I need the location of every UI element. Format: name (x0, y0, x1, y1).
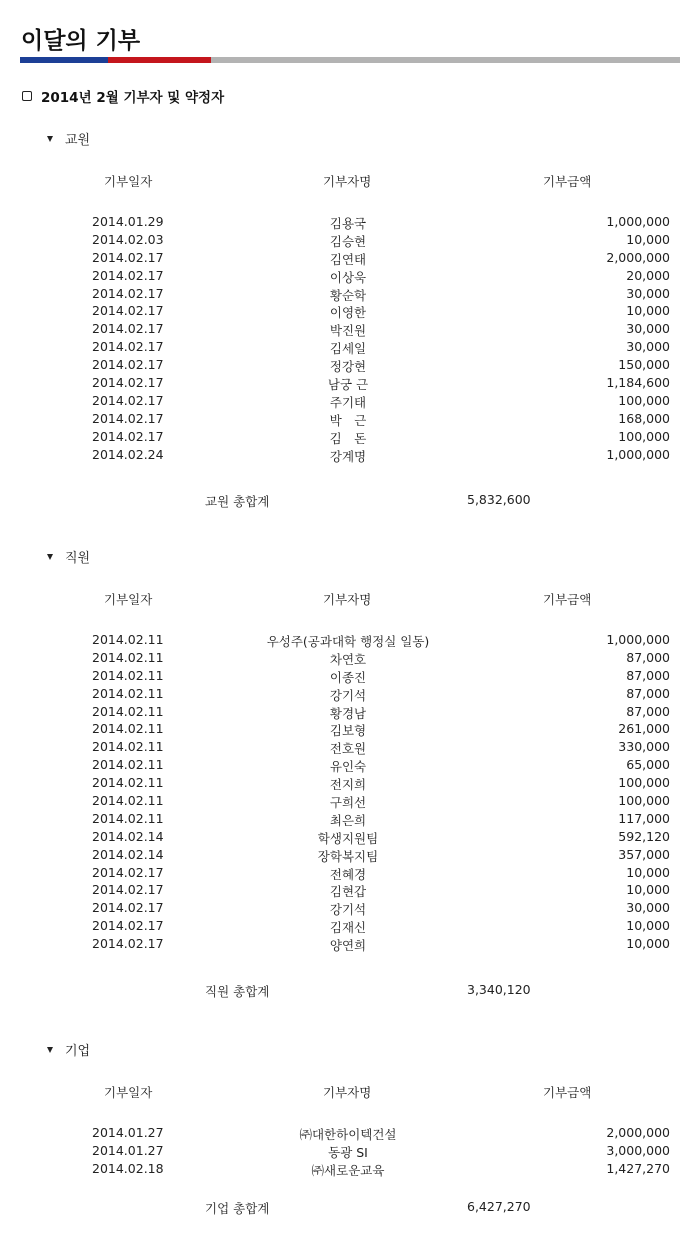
donation-amount: 1,184,600 (606, 375, 670, 391)
table-row (0, 375, 700, 393)
triangle-bullet-icon (47, 136, 53, 142)
donor-name: 김보형 (329, 723, 367, 739)
donor-name: 이상욱 (329, 269, 367, 285)
donation-date: 2014.02.17 (92, 864, 164, 880)
table-row (0, 303, 700, 321)
donor-name: 우성주(공과대학 행정실 일동) (266, 634, 430, 649)
table-row (0, 811, 700, 829)
donation-date: 2014.02.11 (92, 810, 164, 826)
donation-amount: 1,000,000 (606, 214, 670, 229)
table-row (0, 650, 700, 668)
table-row (0, 286, 700, 304)
donor-name: 황경남 (329, 705, 367, 721)
table-row (0, 393, 700, 411)
donation-amount: 10,000 (626, 936, 670, 952)
donor-name: ㈜대한하이텍건설 (299, 1127, 397, 1142)
donation-amount: 592,120 (618, 828, 670, 844)
donation-amount: 100,000 (618, 428, 670, 444)
column-header-name: 기부자명 (323, 1085, 372, 1100)
donation-amount: 10,000 (626, 918, 670, 934)
table-row (0, 936, 700, 954)
section-total-label: 기업 총합계 (205, 1201, 270, 1216)
donation-date: 2014.02.17 (92, 339, 164, 355)
donor-name: 김승현 (329, 233, 367, 249)
table-row (0, 447, 700, 465)
column-header-amount: 기부금액 (543, 174, 592, 189)
donation-amount: 10,000 (626, 864, 670, 880)
table-row (0, 357, 700, 375)
triangle-bullet-icon (47, 554, 53, 560)
donation-date: 2014.02.03 (92, 231, 164, 247)
donation-date: 2014.02.11 (92, 757, 164, 773)
section-heading (47, 547, 90, 566)
donation-amount: 20,000 (626, 267, 670, 283)
donor-list (0, 214, 700, 464)
donor-name: 황순학 (329, 287, 367, 303)
table-row (0, 847, 700, 865)
donor-name: 장학복지팀 (317, 848, 379, 864)
donor-name: 최은희 (329, 812, 367, 828)
donor-name: 남궁 근 (327, 377, 369, 393)
subheading-text: 2014년 2월 기부자 및 약정자 (41, 90, 225, 106)
title-bar-blue-segment (20, 57, 108, 63)
donation-amount: 100,000 (618, 775, 670, 791)
donor-name: 박 근 (329, 412, 367, 428)
donation-amount: 117,000 (618, 810, 670, 826)
donation-amount: 30,000 (626, 339, 670, 355)
donation-date: 2014.02.11 (92, 775, 164, 791)
page-title: 이달의 기부 (21, 28, 141, 54)
section-total-label: 교원 총합계 (205, 494, 270, 509)
table-row (0, 865, 700, 883)
donation-amount: 87,000 (626, 703, 670, 719)
column-header-date: 기부일자 (104, 592, 153, 607)
donation-date: 2014.01.29 (92, 214, 164, 229)
donation-amount: 87,000 (626, 685, 670, 701)
donor-name: 전호원 (329, 741, 367, 757)
donation-date: 2014.02.17 (92, 285, 164, 301)
column-header-name: 기부자명 (323, 174, 372, 189)
table-row (0, 900, 700, 918)
donor-name: 강기석 (329, 902, 367, 918)
donor-name: 구희선 (329, 795, 367, 811)
donation-date: 2014.02.17 (92, 321, 164, 337)
donation-date: 2014.02.14 (92, 828, 164, 844)
donor-name: 김재신 (329, 920, 367, 936)
donation-date: 2014.01.27 (92, 1142, 164, 1158)
donation-date: 2014.02.17 (92, 249, 164, 265)
donation-date: 2014.02.11 (92, 649, 164, 665)
subheading (22, 86, 224, 106)
donation-date: 2014.02.17 (92, 936, 164, 952)
triangle-bullet-icon (47, 1047, 53, 1053)
table-row (0, 214, 700, 232)
column-header-date: 기부일자 (104, 1085, 153, 1100)
donation-amount: 10,000 (626, 231, 670, 247)
table-row (0, 250, 700, 268)
section-heading (47, 129, 90, 148)
donation-date: 2014.02.17 (92, 267, 164, 283)
section-total-value: 6,427,270 (467, 1199, 531, 1214)
table-row (0, 686, 700, 704)
donor-name: 동광 SI (328, 1144, 368, 1160)
donor-name: 학생지원팀 (317, 830, 379, 846)
donation-amount: 30,000 (626, 321, 670, 337)
donation-amount: 1,000,000 (606, 446, 670, 462)
donation-date: 2014.02.11 (92, 721, 164, 737)
donor-name: 유인숙 (329, 759, 367, 775)
donor-name: 김세일 (329, 341, 367, 357)
title-underline-bar (20, 57, 680, 63)
donation-date: 2014.02.17 (92, 918, 164, 934)
donor-name: 이종진 (329, 669, 367, 685)
donor-name: 김연태 (329, 251, 367, 267)
donor-name: 양연희 (329, 938, 367, 954)
donation-amount: 150,000 (618, 357, 670, 373)
table-row (0, 1143, 700, 1161)
donor-name: 전지희 (329, 777, 367, 793)
donation-amount: 87,000 (626, 667, 670, 683)
donor-name: 전혜경 (329, 866, 367, 882)
donation-date: 2014.02.11 (92, 739, 164, 755)
table-row (0, 268, 700, 286)
donation-amount: 87,000 (626, 649, 670, 665)
donation-amount: 3,000,000 (606, 1142, 670, 1158)
table-row (0, 429, 700, 447)
donation-date: 2014.02.17 (92, 900, 164, 916)
donor-name: 주기태 (329, 394, 367, 410)
donor-name: ㈜새로운교육 (311, 1162, 385, 1178)
table-row (0, 1125, 700, 1143)
donation-amount: 100,000 (618, 392, 670, 408)
table-row (0, 721, 700, 739)
section-title: 기업 (65, 1044, 91, 1059)
donation-amount: 2,000,000 (606, 1125, 670, 1140)
section-heading (47, 1040, 90, 1059)
table-row (0, 411, 700, 429)
donation-date: 2014.02.17 (92, 410, 164, 426)
section-title: 직원 (65, 551, 91, 566)
donation-date: 2014.02.11 (92, 685, 164, 701)
square-bullet-icon (22, 91, 32, 101)
donation-amount: 10,000 (626, 303, 670, 319)
donation-date: 2014.02.14 (92, 846, 164, 862)
donation-date: 2014.02.17 (92, 303, 164, 319)
column-header-amount: 기부금액 (543, 1085, 592, 1100)
donation-amount: 100,000 (618, 793, 670, 809)
donation-amount: 261,000 (618, 721, 670, 737)
donor-list (0, 632, 700, 954)
donation-date: 2014.02.11 (92, 793, 164, 809)
section-total-value: 3,340,120 (467, 982, 531, 997)
donor-name: 김 돈 (329, 430, 367, 446)
table-row (0, 918, 700, 936)
donor-name: 이영한 (329, 305, 367, 321)
donation-amount: 330,000 (618, 739, 670, 755)
donation-date: 2014.02.11 (92, 632, 164, 647)
table-row (0, 704, 700, 722)
donation-amount: 10,000 (626, 882, 670, 898)
donation-amount: 65,000 (626, 757, 670, 773)
table-row (0, 739, 700, 757)
table-row (0, 829, 700, 847)
donor-name: 강기석 (329, 687, 367, 703)
donation-date: 2014.02.17 (92, 375, 164, 391)
column-header-date: 기부일자 (104, 174, 153, 189)
title-bar-red-segment (108, 57, 211, 63)
table-row (0, 632, 700, 650)
donation-amount: 2,000,000 (606, 249, 670, 265)
donor-list (0, 1125, 700, 1179)
donation-amount: 30,000 (626, 285, 670, 301)
donation-date: 2014.01.27 (92, 1125, 164, 1140)
donation-amount: 1,427,270 (606, 1160, 670, 1176)
donation-date: 2014.02.11 (92, 667, 164, 683)
table-row (0, 793, 700, 811)
table-row (0, 757, 700, 775)
donation-amount: 1,000,000 (606, 632, 670, 647)
donation-amount: 357,000 (618, 846, 670, 862)
section-total-value: 5,832,600 (467, 492, 531, 507)
donation-date: 2014.02.17 (92, 428, 164, 444)
donation-date: 2014.02.18 (92, 1160, 164, 1176)
donation-date: 2014.02.17 (92, 357, 164, 373)
table-row (0, 339, 700, 357)
section-title: 교원 (65, 133, 91, 148)
donor-name: 강계명 (329, 448, 367, 464)
donation-date: 2014.02.11 (92, 703, 164, 719)
column-header-amount: 기부금액 (543, 592, 592, 607)
column-header-name: 기부자명 (323, 592, 372, 607)
table-row (0, 775, 700, 793)
donor-name: 김용국 (329, 216, 367, 231)
table-row (0, 232, 700, 250)
section-total-label: 직원 총합계 (205, 984, 270, 999)
donation-date: 2014.02.17 (92, 882, 164, 898)
table-row (0, 1161, 700, 1179)
donor-name: 정강현 (329, 359, 367, 375)
donor-name: 박진원 (329, 323, 367, 339)
donation-amount: 30,000 (626, 900, 670, 916)
table-row (0, 321, 700, 339)
donation-amount: 168,000 (618, 410, 670, 426)
donation-date: 2014.02.24 (92, 446, 164, 462)
table-row (0, 668, 700, 686)
table-row (0, 882, 700, 900)
donation-date: 2014.02.17 (92, 392, 164, 408)
donor-name: 김현갑 (329, 884, 367, 900)
donor-name: 차연호 (329, 651, 367, 667)
